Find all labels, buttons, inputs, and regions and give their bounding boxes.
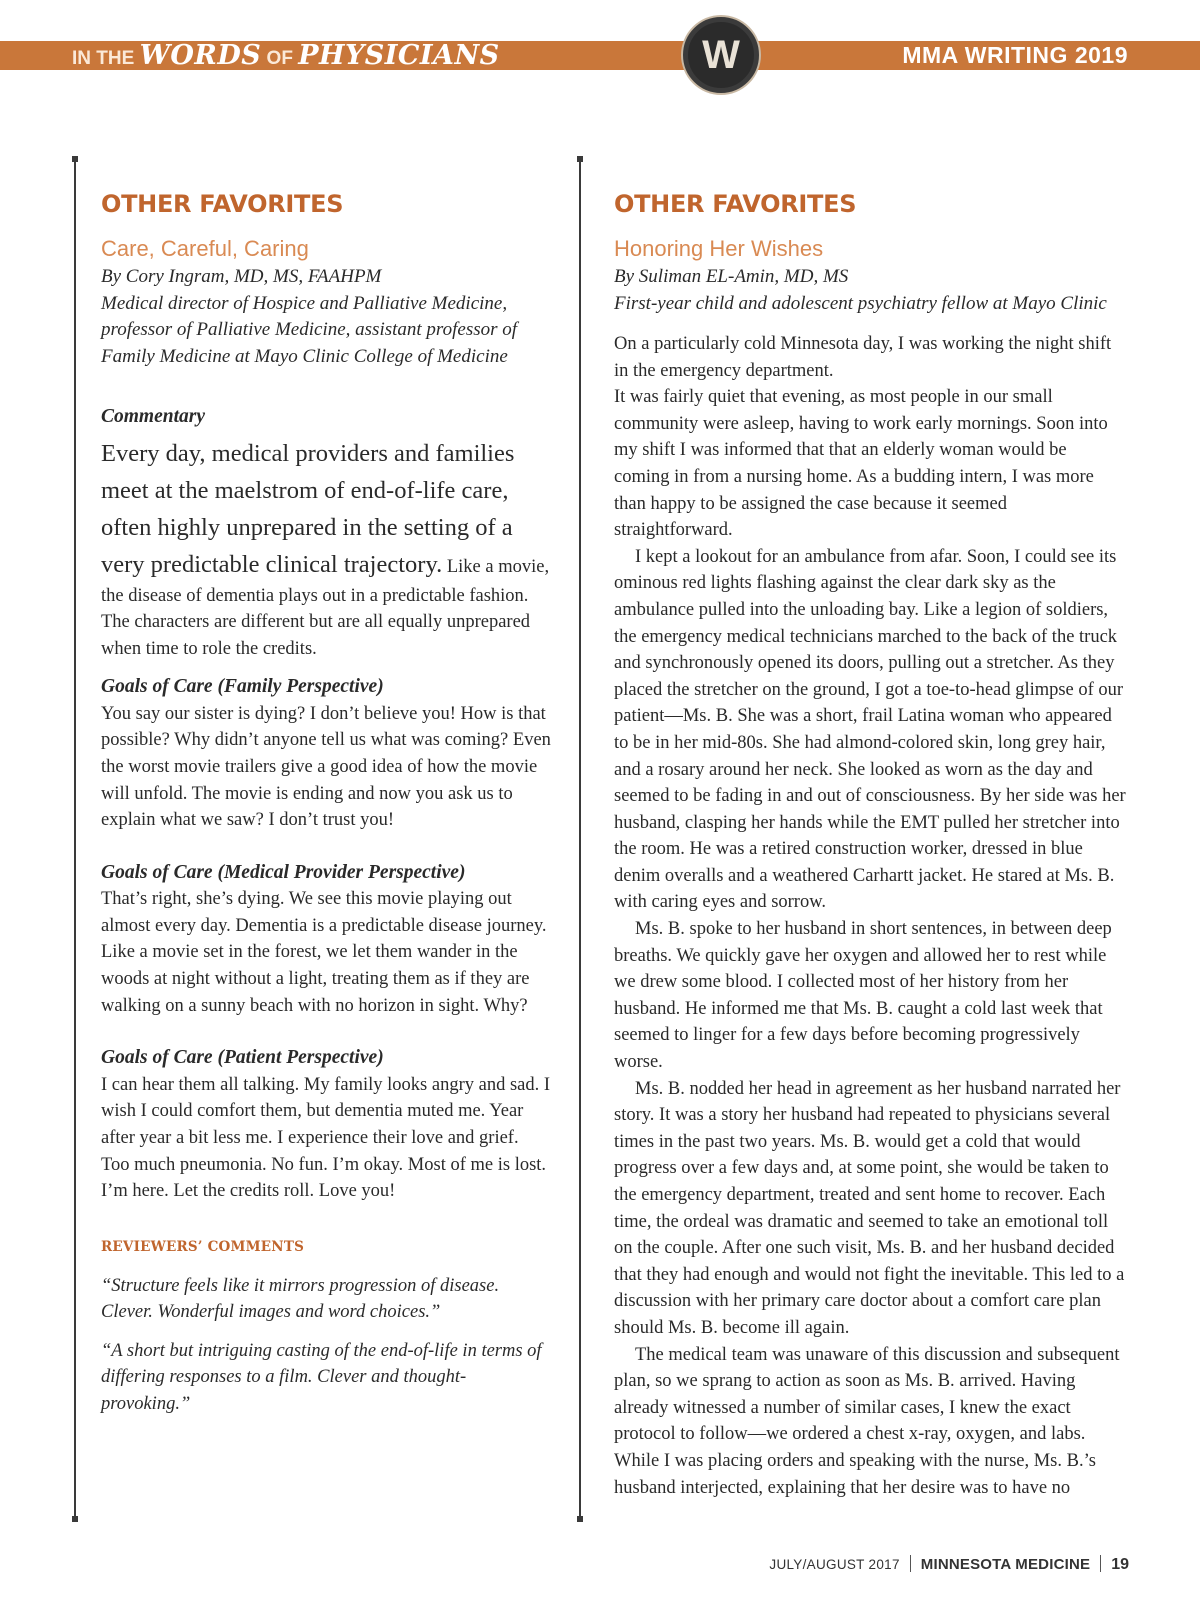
right-section-heading: OTHER FAVORITES [614, 190, 857, 218]
page-footer [769, 1553, 1129, 1577]
story-paragraph-5: The medical team was unaware of this discussion and subsequent plan, so we sprang to action as soon as Ms. B. arrived. Having already witnessed a number of similar cases, I knew the exact protocol to follow—we ordered a chest x-ray, oxygen, and labs. While I was placing orders and speaking with the nurse, Ms. B.’s husband interjected, explaining that her desire was to have no [614, 1344, 1120, 1498]
reviewer-quote-2: “A short but intriguing casting of the end-of-life in terms of differing responses to a film. Clever and thought-provoking.” [101, 1340, 542, 1414]
series-year: 2019 [1074, 42, 1128, 68]
commentary-text [101, 435, 551, 663]
left-column-rule [74, 156, 76, 1522]
left-section-heading: OTHER FAVORITES [101, 190, 344, 218]
left-affiliation: Medical director of Hospice and Palliative Medicine, professor of Palliative Medicine, assistant professor of Family Medicine at Mayo Clinic College of Medicine [101, 292, 518, 367]
title-middle: OF [266, 48, 293, 69]
typewriter-key-logo [683, 17, 759, 93]
patient-perspective-heading: Goals of Care (Patient Perspective) [101, 1047, 384, 1069]
logo-letter: W [702, 33, 740, 77]
section-title [72, 41, 500, 70]
footer-divider [1100, 1555, 1101, 1572]
story-lead: On a particularly cold Minnesota day, I was working the night shift in the emergency department. [614, 334, 1112, 381]
right-article-title: Honoring Her Wishes [614, 236, 824, 261]
title-prefix: IN THE [72, 48, 135, 69]
magazine-name: MINNESOTA MEDICINE [920, 1556, 1091, 1573]
commentary-rest: Like a movie, the disease of dementia plays out in a predictable fashion. The characters are different but are all equally unprepared when time to role the credits. [101, 556, 550, 659]
title-word-words: WORDS [139, 40, 262, 71]
commentary-lead: Every day, medical providers and families meet at the maelstrom of end-of-life care, often highly unprepared in the setting of a very predictable clinical trajectory. [101, 439, 515, 578]
left-column [101, 190, 551, 1417]
title-word-physicians: PHYSICIANS [298, 40, 500, 71]
series-name: MMA WRITING [902, 42, 1068, 68]
page-number: 19 [1111, 1556, 1129, 1573]
right-column [614, 190, 1126, 1501]
story-paragraph-4: Ms. B. nodded her head in agreement as her husband narrated her story. It was a story her husband had repeated to physicians several times in the past two years. Ms. B. would get a cold that would progress over a few days and, at some point, she would be taken to the emergency department, treated and sent home to recover. Each time, the ordeal was dramatic and seemed to take an emotional toll on the couple. After one such visit, Ms. B. and her husband decided that they had enough and would not fight the inevitable. This led to a discussion with her primary care doctor about a comfort care plan should Ms. B. become ill again. [614, 1078, 1125, 1338]
story-paragraph-3: Ms. B. spoke to her husband in short sentences, in between deep breaths. We quickly gave her oxygen and allowed her to rest while we drew some blood. I collected most of her history from her husband. He informed me that Ms. B. caught a cold last week that seemed to linger for a few days before becoming progressively worse. [614, 919, 1112, 1073]
family-perspective-text: You say our sister is dying? I don’t believe you! How is that possible? Why didn’t anyone tell us what was coming? Even the worst movie trailers give a good idea of how the movie will unfold. The movie is ending and now you ask us to explain what we saw? I don’t trust you! [101, 703, 551, 831]
reviewers-comments-heading: REVIEWERS’ COMMENTS [101, 1238, 305, 1255]
issue-date: JULY/AUGUST 2017 [769, 1557, 900, 1572]
reviewer-quote-1: “Structure feels like it mirrors progression of disease. Clever. Wonderful images and word choices.” [101, 1275, 500, 1323]
right-byline: By Suliman EL-Amin, MD, MS [614, 266, 849, 287]
story-paragraph-2: I kept a lookout for an ambulance from afar. Soon, I could see its ominous red lights flashing against the clear dark sky as the ambulance pulled into the unloading bay. Like a legion of soldiers, the emergency medical technicians marched to the back of the truck and synchronously opened its doors, pulling out a stretcher. As they placed the stretcher on the ground, I got a toe-to-head glimpse of our patient—Ms. B. She was a short, frail Latina woman who appeared to be in her mid-80s. She had almond-colored skin, long grey hair, and a rosary around her neck. She looked as worn as the day and seemed to be fading in and out of consciousness. By her side was her husband, clasping her hands while the EMT pulled her stretcher into the room. He was a retired construction worker, dressed in blue denim overalls and a weathered Carhartt jacket. He stared at Ms. B. with caring eyes and sorrow. [614, 546, 1126, 913]
header-banner [0, 41, 1200, 70]
patient-perspective-text: I can hear them all talking. My family looks angry and sad. I wish I could comfort them, but dementia muted me. Year after year a bit less me. I experience their love and grief. Too much pneumonia. No fun. I’m okay. Most of me is lost. I’m here. Let the credits roll. Love you! [101, 1074, 551, 1202]
right-column-rule [579, 156, 581, 1522]
provider-perspective-heading: Goals of Care (Medical Provider Perspective) [101, 861, 466, 883]
left-byline: By Cory Ingram, MD, MS, FAAHPM [101, 266, 382, 287]
left-article-title: Care, Careful, Caring [101, 236, 309, 261]
provider-perspective-text: That’s right, she’s dying. We see this movie playing out almost every day. Dementia is a predictable disease journey. Like a movie set in the forest, we let them wander in the woods at night without a light, treating them as if they are walking on a sunny beach with no horizon in sight. Why? [101, 889, 547, 1016]
right-affiliation: First-year child and adolescent psychiatry fellow at Mayo Clinic [614, 292, 1107, 314]
commentary-heading: Commentary [101, 406, 206, 427]
series-label [902, 41, 1128, 70]
family-perspective-heading: Goals of Care (Family Perspective) [101, 676, 384, 698]
footer-divider [910, 1555, 911, 1572]
story-paragraph-1: It was fairly quiet that evening, as most people in our small community were asleep, having to work early mornings. Soon into my shift I was informed that that an elderly woman would be coming in from a nursing home. As a budding intern, I was more than happy to be assigned the case because it seemed straightforward. [614, 387, 1108, 541]
